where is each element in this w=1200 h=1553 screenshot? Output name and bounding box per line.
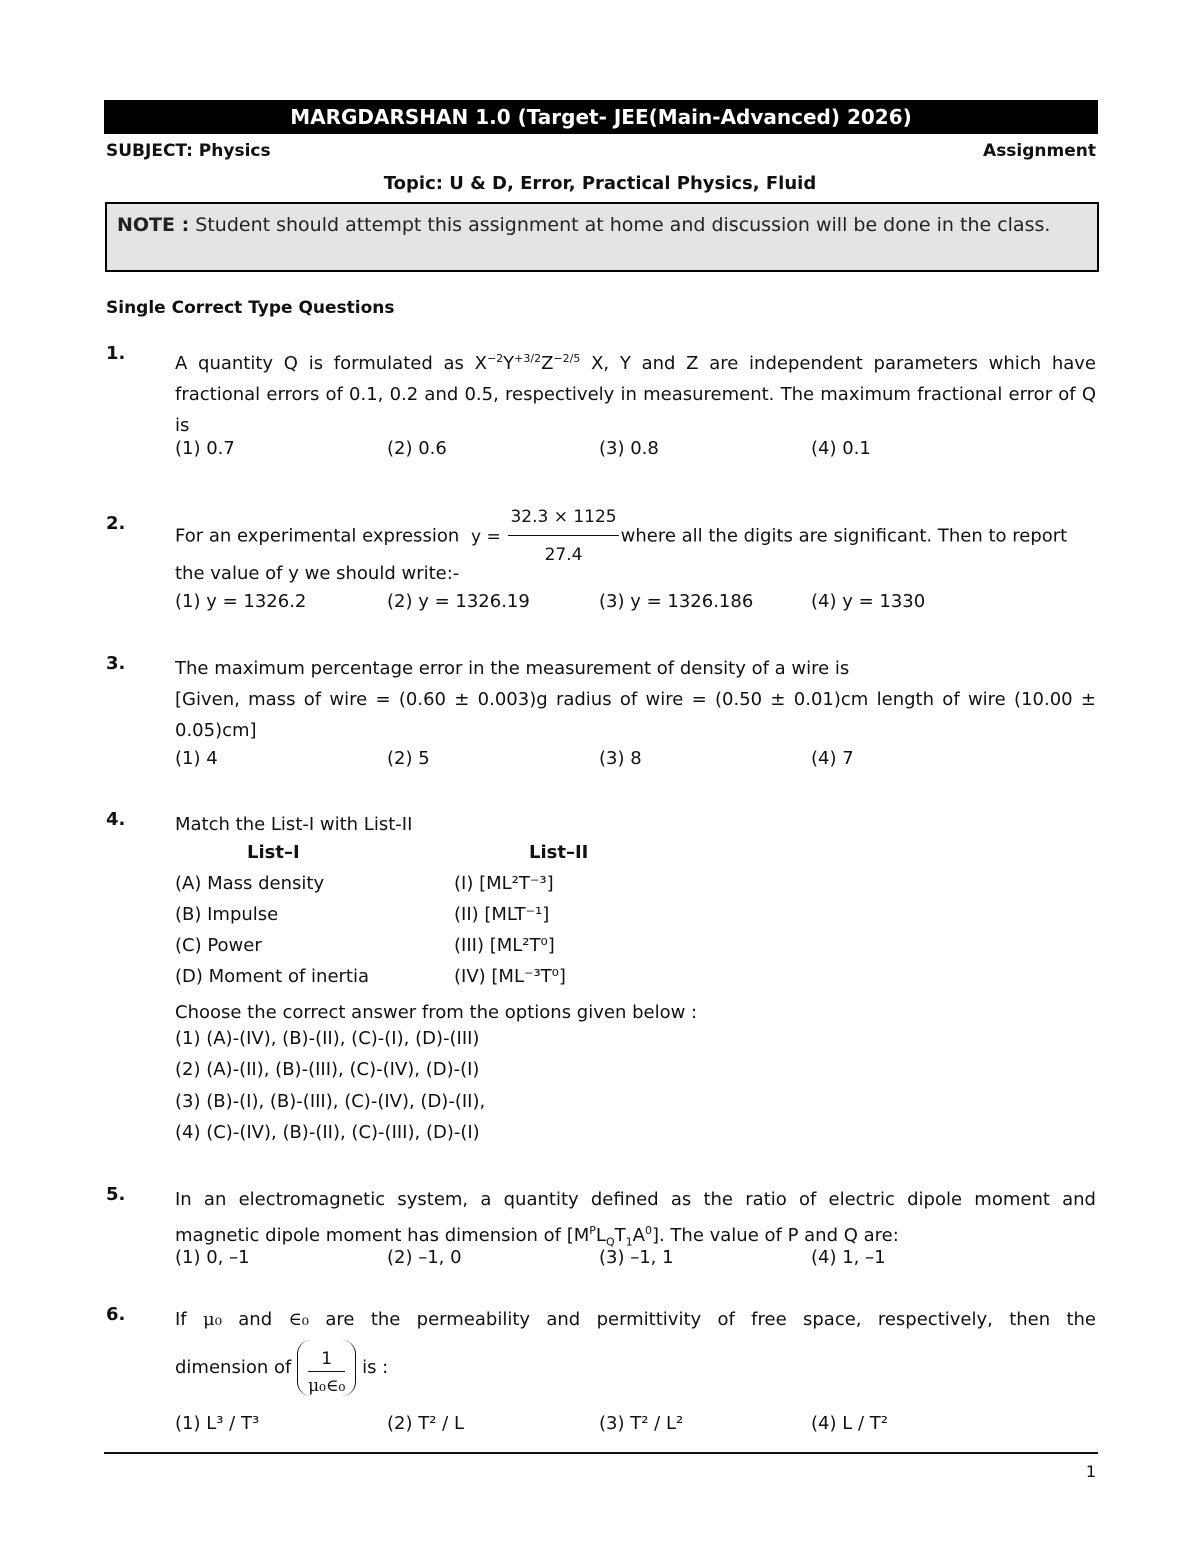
option-2[interactable]: (2) T² / L [387,1413,464,1434]
q2-numerator: 32.3 × 1125 [508,502,618,536]
q5-line2-pre: magnetic dipole moment has dimension of [M [175,1225,590,1246]
question-number: 2. [106,513,126,534]
q3-line3: 0.05)cm] [175,720,257,741]
q1-exp-x: −2 [486,352,504,365]
list2-item: (I) [ML²T⁻³] [454,873,554,894]
option-2[interactable]: (2) 0.6 [387,438,447,459]
q6-if: If [175,1309,187,1330]
q6-line1 [175,1304,1096,1335]
q6-line1-rest: are the permeability and permittivity of free space, respectively, then the [325,1309,1097,1330]
q6-fraction [308,1349,345,1396]
list2-item: (III) [ML²T⁰] [454,935,555,956]
option-3[interactable]: (3) 0.8 [599,438,659,459]
option-3[interactable]: (3) (B)-(I), (B)-(III), (C)-(IV), (D)-(II), [175,1091,486,1112]
topic-title: Topic: U & D, Error, Practical Physics, Fluid [383,173,817,194]
list2-item: (IV) [ML⁻³T⁰] [454,966,566,987]
option-4[interactable]: (4) 1, –1 [811,1247,886,1268]
q5-line1: In an electromagnetic system, a quantity defined as the ratio of electric dipole moment and [175,1189,1096,1210]
list2-header: List–II [529,842,589,863]
q4-prompt: Choose the correct answer from the options given below : [175,1002,698,1023]
option-2[interactable]: (2) 5 [387,748,430,769]
option-1[interactable]: (1) 0.7 [175,438,235,459]
option-3[interactable]: (3) y = 1326.186 [599,591,754,612]
option-1[interactable]: (1) L³ / T³ [175,1413,260,1434]
assignment-label: Assignment [983,141,1096,161]
q5-line2-post: ]. The value of P and Q are: [651,1225,899,1246]
option-4[interactable]: (4) 0.1 [811,438,871,459]
section-title: Single Correct Type Questions [106,298,395,318]
q1-text-pre: A quantity Q is formulated as X [175,353,487,374]
option-3[interactable]: (3) 8 [599,748,642,769]
q1-var-z: Z [541,353,554,374]
question-number: 6. [106,1304,126,1325]
question-number: 5. [106,1184,126,1205]
question-number: 3. [106,653,126,674]
option-1[interactable]: (1) (A)-(IV), (B)-(II), (C)-(I), (D)-(III) [175,1028,480,1049]
header-banner: MARGDARSHAN 1.0 (Target- JEE(Main-Advanced) 2026) [104,100,1098,134]
q6-eps0: ∈₀ [288,1309,310,1330]
option-1[interactable]: (1) y = 1326.2 [175,591,307,612]
option-4[interactable]: (4) (C)-(IV), (B)-(II), (C)-(III), (D)-(I) [175,1122,480,1143]
q1-var-y: Y [503,353,515,374]
q5-exp-p: P [589,1224,596,1237]
q5-exp-a: 0 [644,1224,652,1237]
q2-text-post: where all the digits are significant. Then to report [620,525,1068,547]
q5-a: A [632,1225,645,1246]
note-box [105,202,1099,272]
list1-header: List–I [247,842,300,863]
q6-paren-expression [297,1340,356,1396]
q2-text-pre: For an experimental expression [175,525,460,547]
q6-mu0: μ₀ [203,1309,222,1330]
option-4[interactable]: (4) 7 [811,748,854,769]
list2-item: (II) [MLT⁻¹] [454,904,550,925]
q3-line1: The maximum percentage error in the measurement of density of a wire is [175,658,850,679]
question-number: 1. [106,343,126,364]
q1-exp-z: −2/5 [553,352,581,365]
q5-t: T [614,1225,626,1246]
subject-label: SUBJECT: Physics [106,141,271,161]
q5-exp-q: Q [605,1235,615,1249]
q2-line2: the value of y we should write:- [175,563,460,584]
q6-line2-post: is : [362,1357,389,1378]
q2-denominator: 27.4 [544,545,583,565]
option-4[interactable]: (4) L / T² [811,1413,888,1434]
q6-line2-pre: dimension of [175,1357,292,1378]
question-number: 4. [106,809,126,830]
question-text [175,343,1096,441]
option-3[interactable]: (3) –1, 1 [599,1247,674,1268]
option-1[interactable]: (1) 0, –1 [175,1247,250,1268]
q3-line2: [Given, mass of wire = (0.60 ± 0.003)g radius of wire = (0.50 ± 0.01)cm length of wire (10.00 ± [175,689,1096,710]
page-number: 1 [1085,1462,1096,1481]
q2-lhs: y = [470,526,501,547]
footer-divider [104,1452,1098,1454]
q6-denominator: μ₀∈₀ [308,1375,346,1396]
option-4[interactable]: (4) y = 1330 [811,591,926,612]
list1-item: (C) Power [175,935,262,956]
q6-numerator: 1 [308,1349,345,1372]
q4-line1: Match the List-I with List-II [175,814,413,835]
option-1[interactable]: (1) 4 [175,748,218,769]
option-2[interactable]: (2) (A)-(II), (B)-(III), (C)-(IV), (D)-(I) [175,1059,480,1080]
q6-and: and [238,1309,273,1330]
q1-text-post: X, Y and Z are independent parameters which have fractional errors of 0.1, 0.2 and 0.5, respectively in measurement. The maximum fractional error of Q is [175,353,1097,436]
list1-item: (A) Mass density [175,873,325,894]
note-text: Student should attempt this assignment at home and discussion will be done in the class. [195,214,1051,236]
option-3[interactable]: (3) T² / L² [599,1413,684,1434]
option-2[interactable]: (2) –1, 0 [387,1247,462,1268]
q5-l: L [595,1225,606,1246]
note-label: NOTE : [117,214,190,236]
option-2[interactable]: (2) y = 1326.19 [387,591,530,612]
q6-line2 [175,1338,1096,1400]
q1-exp-y: +3/2 [514,352,542,365]
q5-exp-t: 1 [625,1235,633,1249]
list1-item: (B) Impulse [175,904,279,925]
list1-item: (D) Moment of inertia [175,966,370,987]
